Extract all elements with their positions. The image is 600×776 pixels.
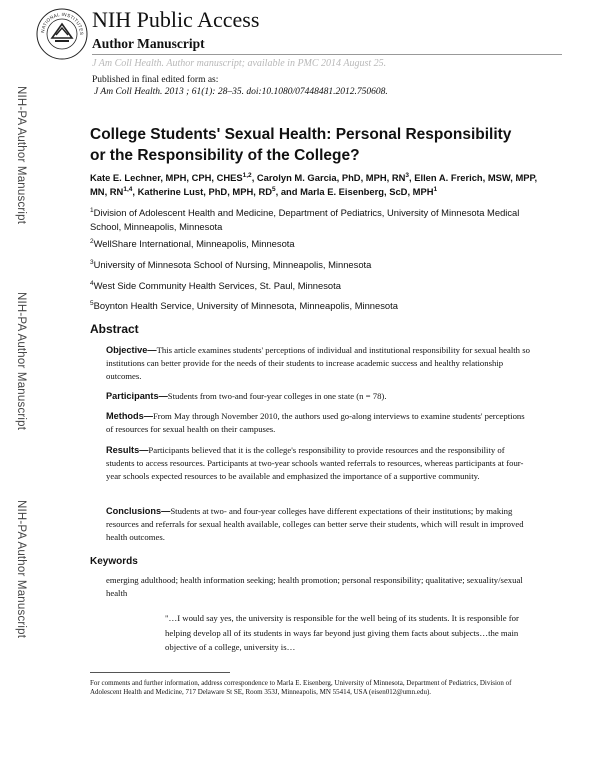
header-divider (92, 54, 562, 55)
abstract-objective: Objective—This article examines students' perceptions of individual and institutional responsibility for sexual health so institutions can better provide for the needs of their students to increase academic success and healthy relationship outcomes. (106, 345, 530, 382)
nih-seal-logo (36, 8, 88, 60)
author-manuscript-label: Author Manuscript (92, 36, 205, 51)
abstract-methods: Methods—From May through November 2010, the authors used go-along interviews to examine students' perceptions of resources for sexual health on their campuses. (106, 411, 525, 435)
correspondence-footnote: For comments and further information, address correspondence to Marla E. Eisenberg, University of Minnesota, Department of Pediatrics, Division of Adolescent Health and Medicine, 717 Delaware St SE, Room 353J, Minneapolis, MN 55414, USA (eisen012@umn.edu). (90, 679, 512, 697)
affiliation: $^2$WellShare International, Minneapolis, Minnesota (90, 238, 295, 249)
author: Katherine Lust, PhD, MPH, RD (137, 186, 272, 197)
affiliation: $^5$Boynton Health Service, University of Minnesota, Minneapolis, Minnesota (90, 300, 398, 311)
author: Ellen A. Frerich, MSW, MPP, MN, RN (90, 172, 538, 197)
abstract-conclusions: Conclusions—Students at two- and four-year colleges have different expectations of their institutions; by making resources and referrals for sexual health available, colleges can better serve their students, which will result in improved health outcomes. (106, 506, 524, 543)
author-list: Kate E. Lechner, MPH, CPH, CHES$^{1,2}$, Carolyn M. Garcia, PhD, MPH, $RN^3$, Ellen A. Frerich, MSW, MPP, MN, RN$^{1,4}$, Katherine Lust, PhD, MPH, $RD^5$, and Marla E. Eisenberg, ScD, MPH$^1$ (90, 172, 538, 197)
author: Marla E. Eisenberg, ScD, MPH (300, 186, 434, 197)
availability-note: J Am Coll Health. Author manuscript; available in PMC 2014 August 25. (92, 58, 387, 69)
side-label-1: NIH-PA Author Manuscript (15, 86, 27, 225)
author: Carolyn M. Garcia, PhD, MPH, RN (256, 172, 406, 183)
article-title: College Students' Sexual Health: Personal Responsibility or the Responsibility of the College? (90, 126, 512, 164)
affiliation: $^3$University of Minnesota School of Nursing, Minneapolis, Minnesota (90, 259, 372, 270)
affiliation: $^1$Division of Adolescent Health and Medicine, Department of Pediatrics, University of Minnesota Medical School, Minneapolis, Minnesota (90, 207, 520, 232)
published-note: Published in final edited form as: (92, 75, 219, 85)
author: Kate E. Lechner, MPH, CPH, CHES (90, 172, 243, 183)
abstract-results: Results—Participants believed that it is the college's responsibility to provide resources and the responsibility of students to access resources. Participants at two-year schools wanted referrals to resources, whereas participants at four-year schools expected resources to be available and emphasized the importance of a supportive community. (106, 445, 524, 482)
block-quote: "…I would say yes, the university is responsible for the well being of its students. It is responsible for helping develop all of its students in ways far beyond just giving them facts about subjects…the main objective of a college, university is… (165, 613, 519, 652)
abstract-heading: Abstract (90, 322, 139, 336)
abstract-participants: Participants—Students from two-and four-year colleges in one state (n = 78). (106, 391, 387, 401)
affiliation: $^4$West Side Community Health Services, St. Paul, Minnesota (90, 280, 341, 291)
keywords-text: emerging adulthood; health information seeking; health promotion; personal responsibility; qualitative; sexuality/sexual health (106, 575, 523, 599)
nih-public-access-title: NIH Public Access (92, 7, 260, 32)
logo-text: NATIONAL INSTITUTES (39, 11, 85, 36)
citation: J Am Coll Health. 2013 ; 61(1): 28–35. doi:10.1080/07448481.2012.750608. (94, 87, 388, 97)
keywords-heading: Keywords (90, 556, 138, 567)
footnote-divider (90, 672, 230, 673)
side-label-2: NIH-PA Author Manuscript (15, 292, 27, 431)
side-label-3: NIH-PA Author Manuscript (15, 500, 27, 639)
